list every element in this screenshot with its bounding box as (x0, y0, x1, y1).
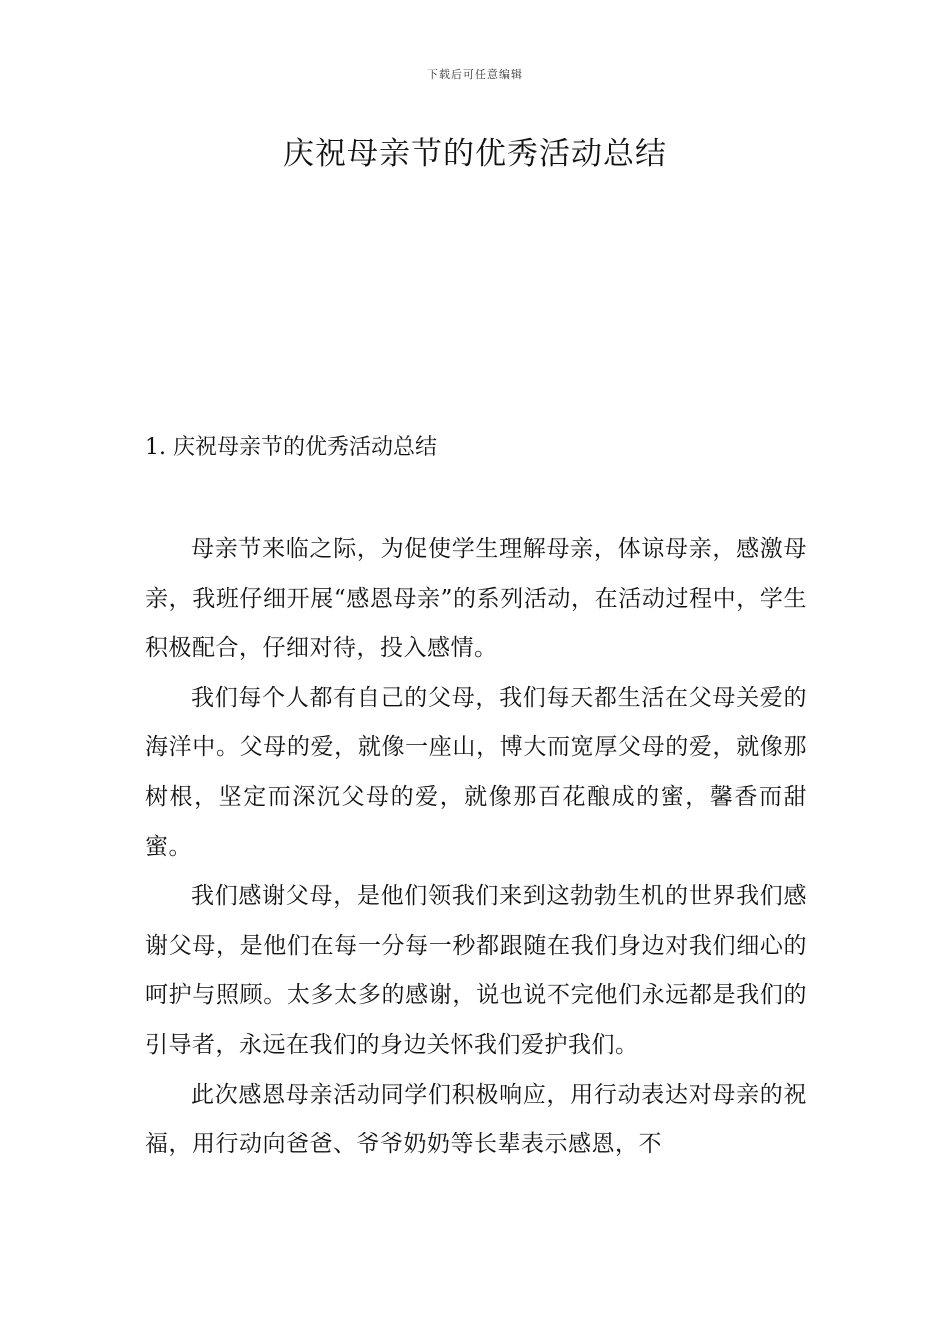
header-note: 下载后可任意编辑 (427, 68, 523, 81)
paragraph-1: 母亲节来临之际，为促使学生理解母亲，体谅母亲，感激母亲，我班仔细开展“感恩母亲”的系列活动，在活动过程中，学生积极配合，仔细对待，投入感情。 (145, 536, 807, 662)
section-heading: 1. 庆祝母亲节的优秀活动总结 (145, 435, 437, 460)
paragraph-4: 此次感恩母亲活动同学们积极响应，用行动表达对母亲的祝福，用行动向爸爸、爷爷奶奶等长辈表示感恩，不 (145, 1081, 807, 1158)
document-title: 庆祝母亲节的优秀活动总结 (283, 136, 667, 172)
paragraph-2: 我们每个人都有自己的父母，我们每天都生活在父母关爱的海洋中。父母的爱，就像一座山，博大而宽厚父母的爱，就像那树根，坚定而深沉父母的爱，就像那百花酿成的蜜，馨香而甜蜜。 (145, 684, 807, 860)
paragraph-3: 我们感谢父母，是他们领我们来到这勃勃生机的世界我们感谢父母，是他们在每一分每一秒都跟随在我们身边对我们细心的呵护与照顾。太多太多的感谢，说也说不完他们永远都是我们的引导者，永远在我们的身边关怀我们爱护我们。 (145, 883, 807, 1058)
document-body (145, 525, 807, 1170)
